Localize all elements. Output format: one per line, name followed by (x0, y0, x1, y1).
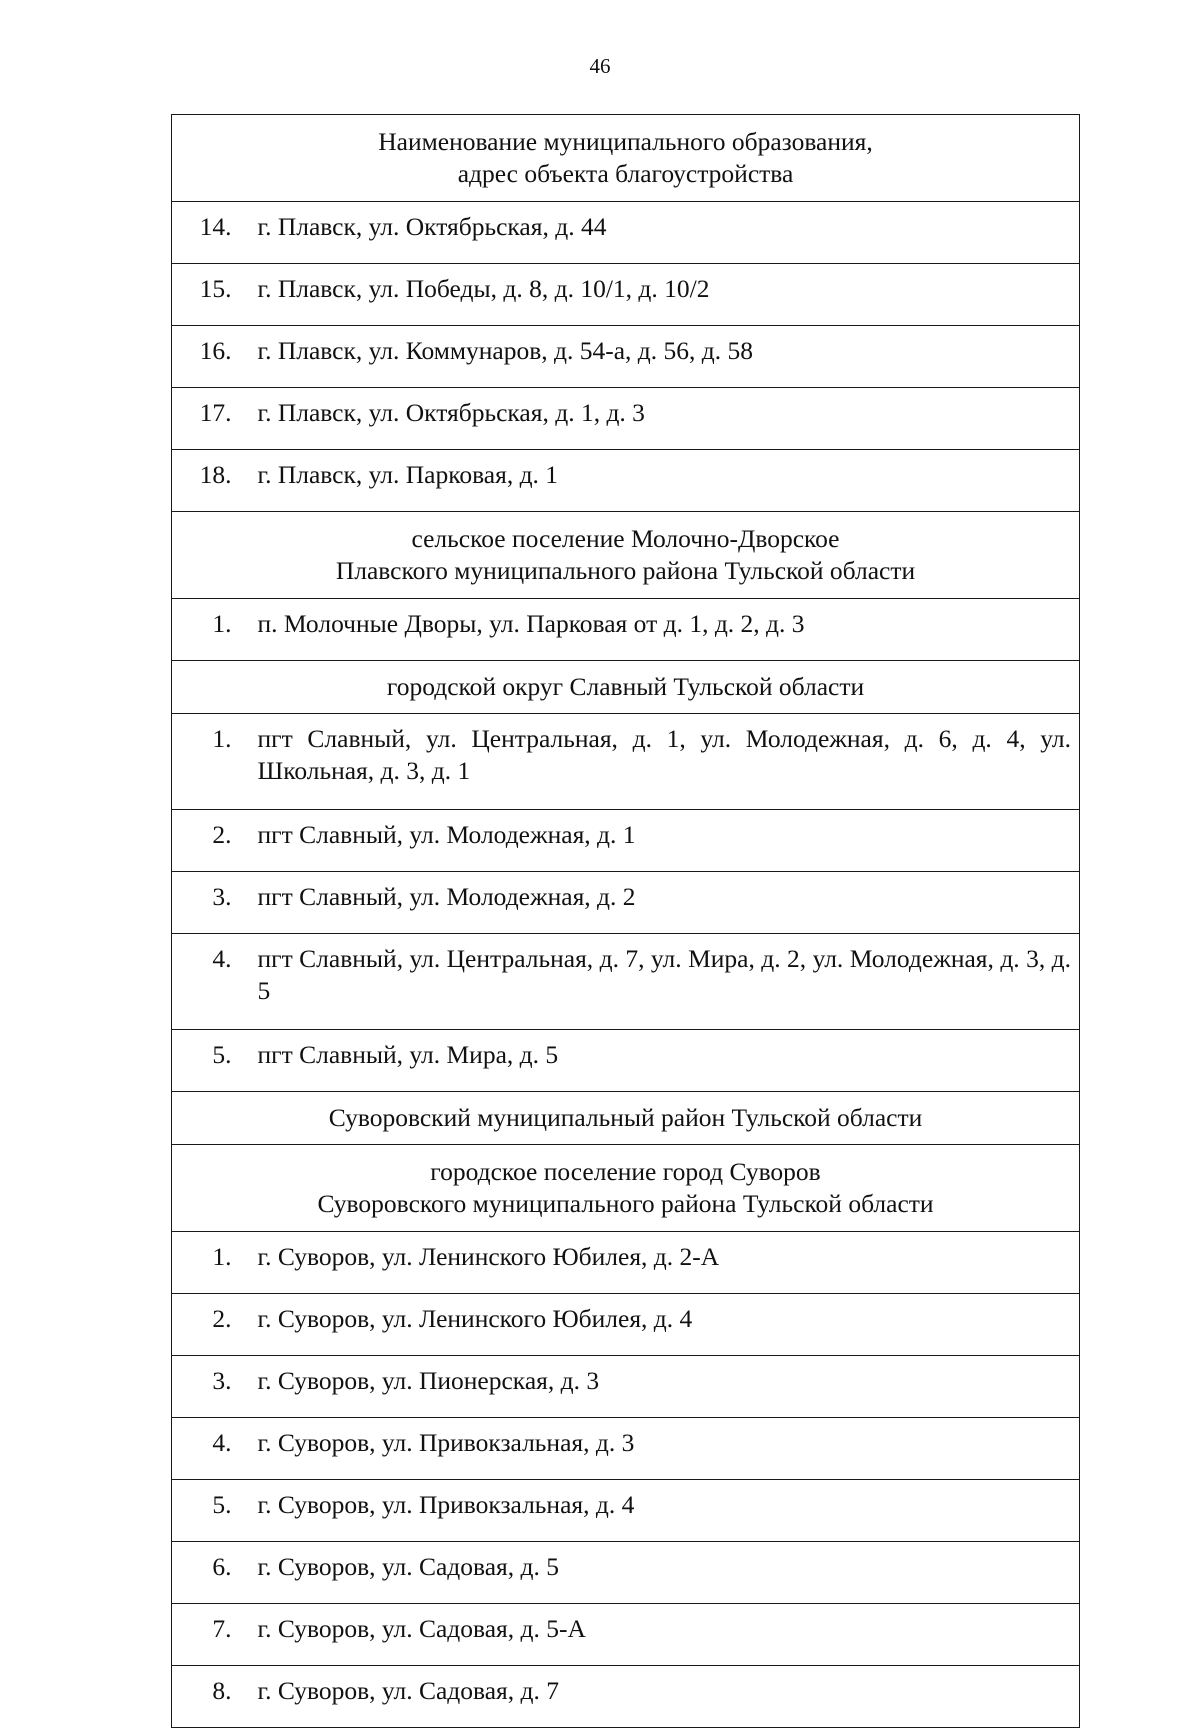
section-heading (172, 1145, 1080, 1232)
page-number: 46 (589, 54, 611, 78)
table-row (172, 872, 1080, 934)
table-row (172, 1418, 1080, 1480)
row-address: г. Суворов, ул. Привокзальная, д. 3 (248, 1418, 1080, 1480)
row-address: г. Суворов, ул. Ленинского Юбилея, д. 2-А (248, 1232, 1080, 1294)
row-number: 4. (172, 934, 248, 1030)
table-row (172, 810, 1080, 872)
section-row (172, 512, 1080, 599)
row-address: п. Молочные Дворы, ул. Парковая от д. 1, д. 2, д. 3 (248, 599, 1080, 661)
row-number: 15. (172, 264, 248, 326)
row-address: пгт Славный, ул. Центральная, д. 1, ул. Молодежная, д. 6, д. 4, ул. Школьная, д. 3, д. 1 (248, 714, 1080, 810)
row-address: г. Плавск, ул. Октябрьская, д. 44 (248, 202, 1080, 264)
section-row (172, 1092, 1080, 1145)
row-address: г. Суворов, ул. Садовая, д. 5 (248, 1542, 1080, 1604)
section-row (172, 661, 1080, 714)
section-heading: городской округ Славный Тульской области (172, 661, 1080, 714)
section-heading-line: городское поселение город Суворов (430, 1157, 821, 1186)
table-row (172, 1030, 1080, 1092)
section-heading-line: Плавского муниципального района Тульской области (335, 556, 916, 585)
row-number: 5. (172, 1480, 248, 1542)
table-header-row (172, 115, 1080, 202)
table-header-line: адрес объекта благоустройства (457, 159, 794, 188)
section-heading-line: Суворовского муниципального района Тульской области (317, 1189, 934, 1218)
table-row (172, 1604, 1080, 1666)
row-address: пгт Славный, ул. Молодежная, д. 1 (248, 810, 1080, 872)
row-address: г. Суворов, ул. Привокзальная, д. 4 (248, 1480, 1080, 1542)
row-number: 2. (172, 1294, 248, 1356)
table-row (172, 326, 1080, 388)
section-heading (172, 512, 1080, 599)
row-address: пгт Славный, ул. Мира, д. 5 (248, 1030, 1080, 1092)
table-row (172, 202, 1080, 264)
row-address: г. Плавск, ул. Победы, д. 8, д. 10/1, д. 10/2 (248, 264, 1080, 326)
row-number: 3. (172, 872, 248, 934)
row-address: пгт Славный, ул. Центральная, д. 7, ул. Мира, д. 2, ул. Молодежная, д. 3, д. 5 (248, 934, 1080, 1030)
section-heading-line: сельское поселение Молочно-Дворское (411, 524, 840, 553)
table-row (172, 1542, 1080, 1604)
table-row (172, 1294, 1080, 1356)
table-row (172, 388, 1080, 450)
section-row (172, 1145, 1080, 1232)
row-address: пгт Славный, ул. Молодежная, д. 2 (248, 872, 1080, 934)
table-row (172, 714, 1080, 810)
table-row (172, 934, 1080, 1030)
row-address: г. Суворов, ул. Пионерская, д. 3 (248, 1356, 1080, 1418)
objects-table (171, 114, 1080, 1728)
row-address: г. Суворов, ул. Ленинского Юбилея, д. 4 (248, 1294, 1080, 1356)
row-number: 1. (172, 1232, 248, 1294)
row-number: 6. (172, 1542, 248, 1604)
row-number: 7. (172, 1604, 248, 1666)
section-heading: Суворовский муниципальный район Тульской области (172, 1092, 1080, 1145)
row-address: г. Суворов, ул. Садовая, д. 7 (248, 1666, 1080, 1728)
table-row (172, 450, 1080, 512)
row-number: 5. (172, 1030, 248, 1092)
row-address: г. Суворов, ул. Садовая, д. 5-А (248, 1604, 1080, 1666)
row-number: 14. (172, 202, 248, 264)
table-row (172, 264, 1080, 326)
row-number: 4. (172, 1418, 248, 1480)
row-number: 16. (172, 326, 248, 388)
row-number: 3. (172, 1356, 248, 1418)
table-row (172, 1480, 1080, 1542)
row-address: г. Плавск, ул. Коммунаров, д. 54-а, д. 56, д. 58 (248, 326, 1080, 388)
table-header-line: Наименование муниципального образования, (378, 127, 873, 156)
table-row (172, 1232, 1080, 1294)
table-row (172, 599, 1080, 661)
row-address: г. Плавск, ул. Парковая, д. 1 (248, 450, 1080, 512)
row-number: 1. (172, 714, 248, 810)
row-number: 1. (172, 599, 248, 661)
table-header-cell (172, 115, 1080, 202)
row-number: 18. (172, 450, 248, 512)
row-number: 2. (172, 810, 248, 872)
row-address: г. Плавск, ул. Октябрьская, д. 1, д. 3 (248, 388, 1080, 450)
row-number: 8. (172, 1666, 248, 1728)
row-number: 17. (172, 388, 248, 450)
table-row (172, 1356, 1080, 1418)
